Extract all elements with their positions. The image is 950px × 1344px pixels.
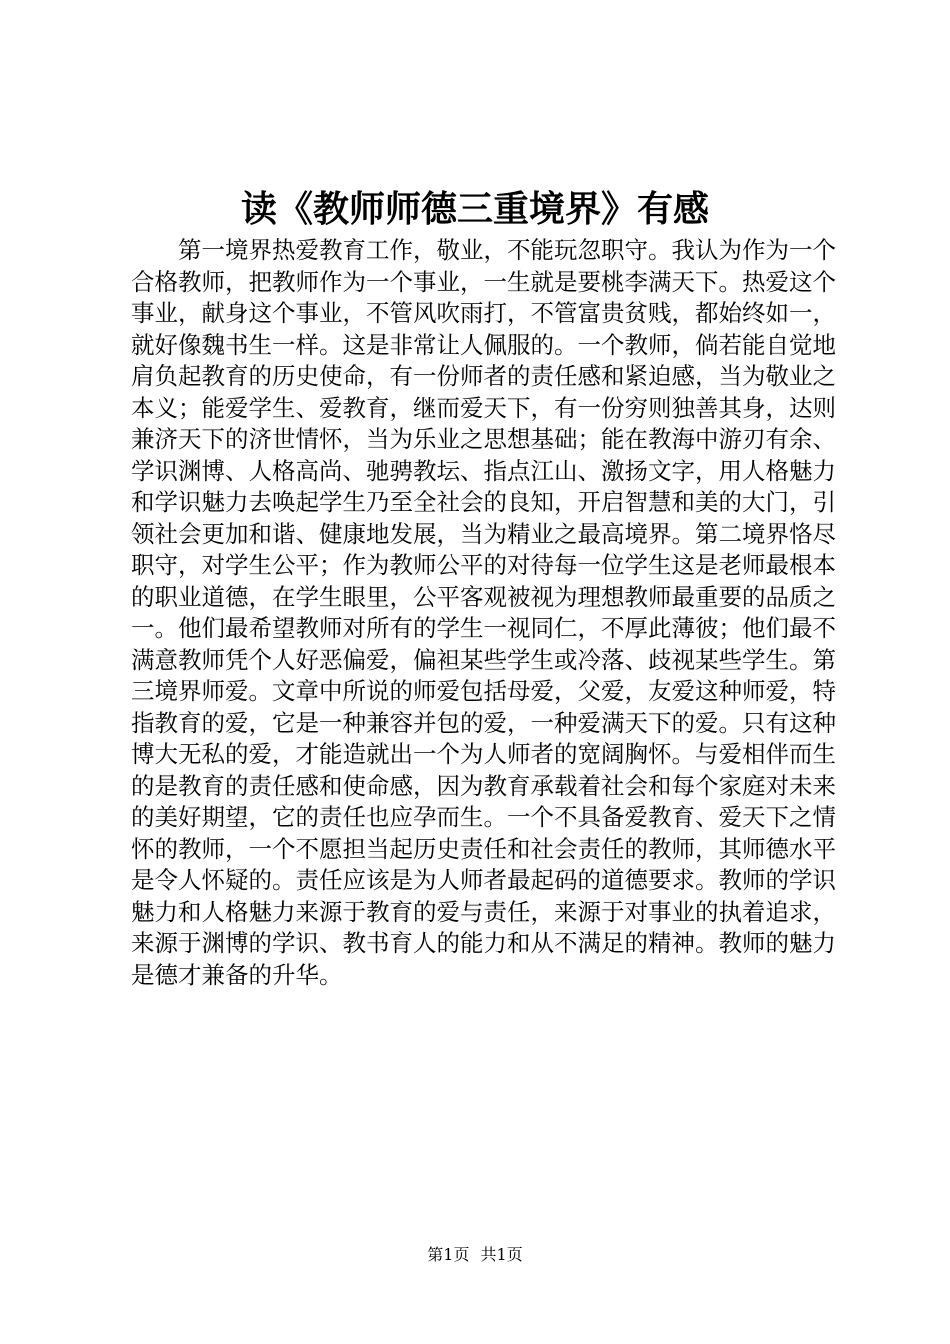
document-title: 读《教师师德三重境界》有感 <box>240 188 709 230</box>
page-number-current: 第1页 <box>427 1245 470 1264</box>
page-footer <box>0 1245 950 1265</box>
page-number-total: 共1页 <box>480 1245 523 1264</box>
document-body: 第一境界热爱教育工作，敬业，不能玩忽职守。我认为作为一个合格教师，把教师作为一个事业，一生就是要桃李满天下。热爱这个事业，献身这个事业，不管风吹雨打，不管富贵贫贱，都始终如一，就好像魏书生一样。这是非常让人佩服的。一个教师，倘若能自觉地肩负起教育的历史使命，有一份师者的责任感和紧迫感，当为敬业之本义；能爱学生、爱教育，继而爱天下，有一份穷则独善其身，达则兼济天下的济世情怀，当为乐业之思想基础；能在教海中游刃有余、学识渊博、人格高尚、驰骋教坛、指点江山、激扬文字，用人格魅力和学识魅力去唤起学生乃至全社会的良知，开启智慧和美的大门，引领社会更加和谐、健康地发展，当为精业之最高境界。第二境界恪尽职守，对学生公平；作为教师公平的对待每一位学生这是老师最根本的职业道德，在学生眼里，公平客观被视为理想教师最重要的品质之一。他们最希望教师对所有的学生一视同仁，不厚此薄彼；他们最不满意教师凭个人好恶偏爱，偏袒某些学生或冷落、歧视某些学生。第三境界师爱。文章中所说的师爱包括母爱，父爱，友爱这种师爱，特指教育的爱，它是一种兼容并包的爱，一种爱满天下的爱。只有这种博大无私的爱，才能造就出一个为人师者的宽阔胸怀。与爱相伴而生的是教育的责任感和使命感，因为教育承载着社会和每个家庭对未来的美好期望，它的责任也应孕而生。一个不具备爱教育、爱天下之情怀的教师，一个不愿担当起历史责任和社会责任的教师，其师德水平是令人怀疑的。责任应该是为人师者最起码的道德要求。教师的学识魅力和人格魅力来源于教育的爱与责任，来源于对事业的执着追求，来源于渊博的学识、教书育人的能力和从不满足的精神。教师的魅力是德才兼备的升华。 <box>131 236 836 989</box>
